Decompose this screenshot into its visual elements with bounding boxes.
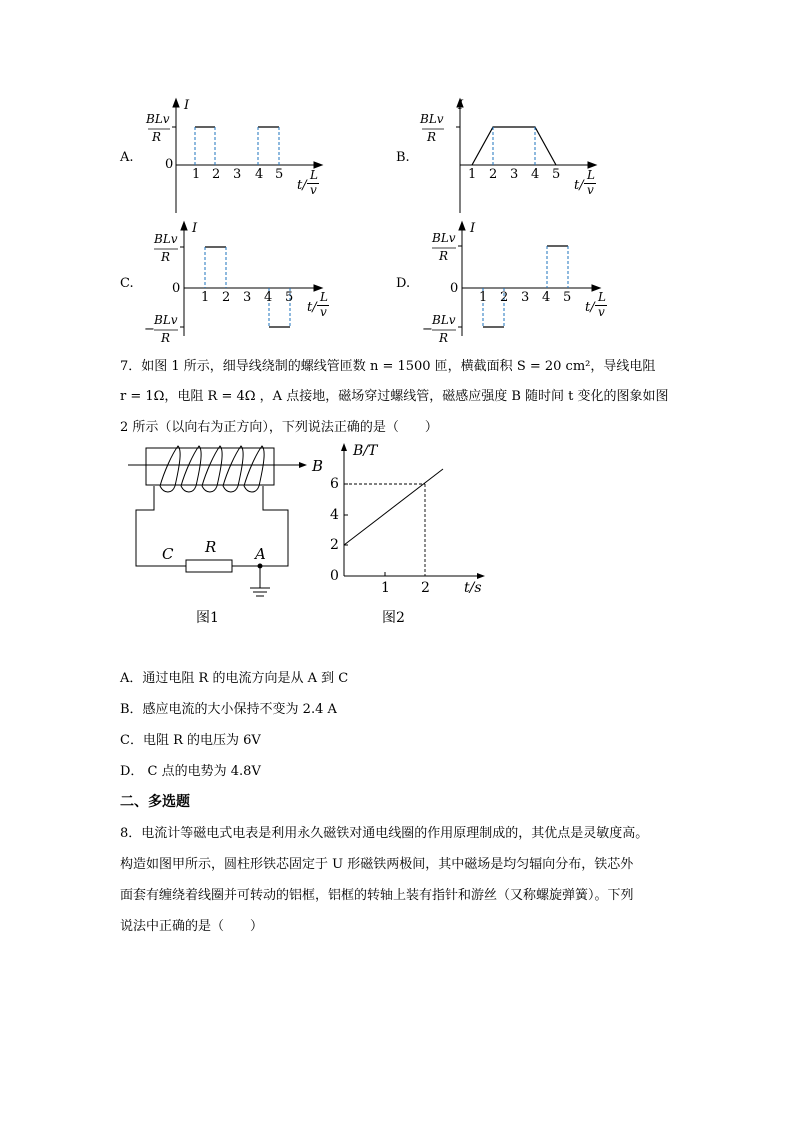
graph-d-neg-top: BLv bbox=[432, 313, 456, 327]
graph-d-tick-2: 2 bbox=[500, 290, 509, 305]
graph-c-tick-3: 3 bbox=[243, 290, 252, 305]
graph-c-t-label: t/ bbox=[307, 300, 317, 315]
graph-a-tick-5: 5 bbox=[275, 167, 284, 182]
graph-c-neg-top: BLv bbox=[154, 313, 178, 327]
graph-c-tick-1: 1 bbox=[201, 290, 210, 305]
graph-b-frac-bot: v bbox=[587, 183, 594, 197]
graph-d-axis-y: I bbox=[470, 221, 476, 236]
fig2-xtick-2: 2 bbox=[421, 580, 430, 596]
graph-d-frac-top: L bbox=[598, 290, 606, 304]
fig2-ytick-2: 2 bbox=[330, 537, 339, 553]
graph-b-frac-top: L bbox=[587, 168, 595, 182]
graph-c-frac-bot: v bbox=[320, 305, 327, 319]
graph-d-tick-4: 4 bbox=[542, 290, 551, 305]
graph-b-tick-3: 3 bbox=[510, 167, 519, 182]
fig2-ylabel: B/T bbox=[353, 443, 378, 459]
fig2-xtick-1: 1 bbox=[381, 580, 390, 596]
option-b-letter: B. bbox=[396, 150, 410, 165]
graph-d-tick-5: 5 bbox=[563, 290, 572, 305]
q8-line-3: 面套有缠绕着线圈并可转动的铝框，铝框的转轴上装有指针和游丝（又称螺旋弹簧）。下列 bbox=[120, 888, 634, 903]
graph-c-neg-bot: R bbox=[161, 331, 171, 345]
q8-line-2: 构造如图甲所示，圆柱形铁芯固定于 U 形磁铁两极间，其中磁场是均匀辐向分布，铁芯外 bbox=[120, 857, 634, 872]
graph-a-frac-bot: v bbox=[310, 183, 317, 197]
graph-a-tick-2: 2 bbox=[212, 167, 221, 182]
fig1-label-C: C bbox=[162, 545, 174, 563]
fig2-caption: 图2 bbox=[382, 610, 405, 626]
graph-b-t-label: t/ bbox=[574, 178, 584, 193]
graph-b-tick-2: 2 bbox=[489, 167, 498, 182]
graph-c-origin: 0 bbox=[172, 281, 181, 296]
figure-2-bt-graph bbox=[320, 440, 490, 590]
graph-b-tick-5: 5 bbox=[552, 167, 561, 182]
graph-c-neg: − bbox=[144, 322, 155, 337]
graph-c-current-bot: R bbox=[161, 250, 171, 264]
graph-b-axis-y: I bbox=[458, 98, 464, 113]
graph-a-current-bot: R bbox=[152, 130, 162, 144]
q7-option-c: C．电阻 R 的电压为 6V bbox=[120, 733, 261, 748]
graph-d-tick-1: 1 bbox=[479, 290, 488, 305]
fig1-label-R: R bbox=[205, 538, 217, 556]
graph-a-origin: 0 bbox=[165, 157, 174, 172]
graph-b-current-top: BLv bbox=[420, 112, 444, 126]
q7-option-b: B．感应电流的大小保持不变为 2.4 A bbox=[120, 702, 337, 717]
graph-d-current-bot: R bbox=[439, 249, 449, 263]
q7-option-d: D． C 点的电势为 4.8V bbox=[120, 764, 261, 779]
graph-a-current-top: BLv bbox=[146, 112, 170, 126]
q7-line-3: 2 所示（以向右为正方向），下列说法正确的是（ ） bbox=[120, 420, 438, 435]
q7-option-a: A．通过电阻 R 的电流方向是从 A 到 C bbox=[120, 671, 349, 686]
figure-1-circuit bbox=[120, 440, 335, 610]
graph-a-frac-top: L bbox=[310, 168, 318, 182]
graph-c-tick-2: 2 bbox=[222, 290, 231, 305]
q7-line-2: r = 1Ω，电阻 R = 4Ω ，A 点接地，磁场穿过螺线管，磁感应强度 B 随时间 t 变化的图象如图 bbox=[120, 389, 669, 404]
graph-c-current-top: BLv bbox=[154, 232, 178, 246]
q8-line-1: 8．电流计等磁电式电表是利用永久磁铁对通电线圈的作用原理制成的，其优点是灵敏度高。 bbox=[120, 826, 649, 841]
graph-a-tick-1: 1 bbox=[192, 167, 201, 182]
graph-a-t-label: t/ bbox=[297, 178, 307, 193]
graph-c-frac-top: L bbox=[320, 290, 328, 304]
graph-d-origin: 0 bbox=[450, 281, 459, 296]
graph-a-axis-y: I bbox=[184, 98, 190, 113]
option-c-letter: C. bbox=[120, 276, 134, 291]
graph-c-tick-5: 5 bbox=[285, 290, 294, 305]
graph-d-tick-3: 3 bbox=[521, 290, 530, 305]
q7-line-1: 7．如图 1 所示，细导线绕制的螺线管匝数 n = 1500 匝，横截面积 S = 20 cm²，导线电阻 bbox=[120, 359, 656, 374]
graph-b-current-bot: R bbox=[427, 130, 437, 144]
fig2-ytick-0: 0 bbox=[330, 568, 339, 584]
graph-b-tick-4: 4 bbox=[531, 167, 540, 182]
option-d-letter: D. bbox=[396, 276, 411, 291]
section-heading: 二、多选题 bbox=[120, 794, 190, 810]
fig2-xlabel: t/s bbox=[464, 580, 482, 596]
q8-line-4: 说法中正确的是（ ） bbox=[120, 919, 264, 934]
graph-d-neg-bot: R bbox=[439, 331, 449, 345]
graph-d-frac-bot: v bbox=[598, 305, 605, 319]
graph-d-current-top: BLv bbox=[432, 231, 456, 245]
fig1-label-A: A bbox=[255, 545, 266, 563]
graph-d-t-label: t/ bbox=[585, 300, 595, 315]
fig1-label-B: B bbox=[312, 457, 324, 475]
fig2-ytick-6: 6 bbox=[330, 476, 339, 492]
option-a-letter: A. bbox=[120, 150, 134, 165]
fig2-ytick-4: 4 bbox=[330, 507, 339, 523]
graph-b-tick-1: 1 bbox=[468, 167, 477, 182]
graph-a-tick-3: 3 bbox=[233, 167, 242, 182]
fig1-caption: 图1 bbox=[196, 610, 219, 626]
graph-c-tick-4: 4 bbox=[264, 290, 273, 305]
graph-d-neg: − bbox=[422, 322, 433, 337]
graph-c-axis-y: I bbox=[192, 221, 198, 236]
graph-a-tick-4: 4 bbox=[255, 167, 264, 182]
